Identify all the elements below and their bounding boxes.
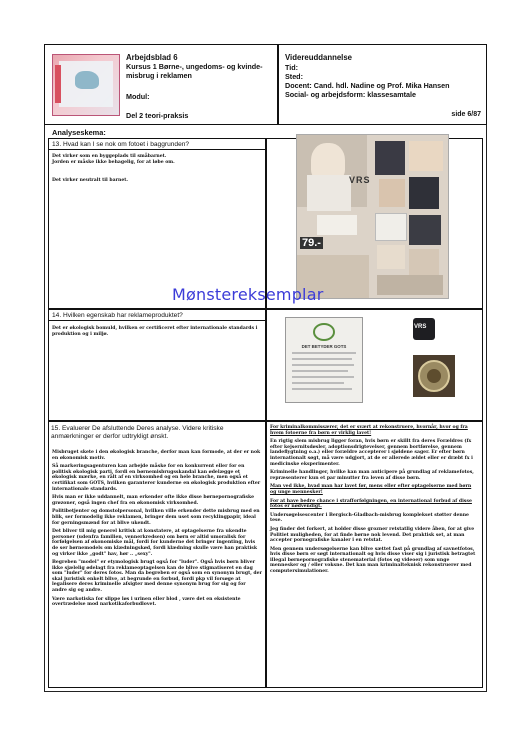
q15-right-paragraph: Man ved ikke, hvad man har lavet før, mens eller efter optagelserne med børn og unge mennesker! <box>270 484 472 495</box>
section-title: Analyseskema: <box>52 128 106 137</box>
q15-right-paragraph: For at have bedre chance i strafforfølgningen, en international forbud af disse fotos er nødvendigt. <box>270 498 472 510</box>
q15-right-paragraph: Kriminelle handlinger, hvilke kan man anticipere på grundlag af reklamefotos, repræsenterer kun et par minutter fra leven af disse børn. <box>270 470 474 481</box>
q15-right-paragraph: Undersøgelsescenter i Bergisch-Gladbach-misbrug komplekset støtter denne tese. <box>270 512 469 524</box>
q15-right-paragraph: For kriminalkommissærer, det er svært at rekonstruere, hvornår, hvor og fra hvem fotoerne fra børn er virklig lavet! <box>270 425 468 436</box>
gots-label-text: DET BETYDER GOTS <box>301 344 347 349</box>
q15-left-paragraph: Begreben "model" er etymologisk brugt også for "luder". Også hvis børn bliver ikke sjælelig ødelagt fra reklameoptagelsen kan de blive stigmatiseret en dag som "luder" for deres fotos. Man da begreben er også som en synonym brugt, der skal juristisk enkelt blive, at begrunde en forbud, fordi pkp vil forsøge at legalisere deres kriminelle afsigter med denne synonym brug for sig og for andre sig og andre. <box>52 560 262 594</box>
course-name: Kursus 1 Børne-, ungedoms- og kvinde-misbrug i reklamen <box>126 62 263 80</box>
program-title: Videreuddannelse <box>285 53 353 62</box>
q13-answer-2: Jorden er måske ikke behagelig, for at løbe om. <box>52 160 175 165</box>
q15-left-paragraph: Være narkotiska for slippe løs i urinen eller blod , være det en eksistente overtrædelse mod narkotikaforbudlovet. <box>52 596 241 608</box>
time-label: Tid: <box>285 63 299 72</box>
q14-answer: Det er økologisk bomuld, hvilken er certificeret efter internationale standards i produktion og i miljø. <box>52 326 258 337</box>
place-label: Sted: <box>285 72 303 81</box>
cotton-tag-image <box>413 355 455 397</box>
gots-shirt-icon <box>313 323 335 341</box>
advertisement-photo <box>296 134 449 299</box>
q13-answer-3: Det virker neutralt til barnet. <box>52 178 128 183</box>
q13-answer-1: Det virker som en byggeplads til småbarnet. <box>52 154 167 159</box>
lecturer-label: Docent: Cand. hdl. Nadine og Prof. Mika Hansen <box>285 81 450 90</box>
worksheet-title: Arbejdsblad 6 <box>126 53 178 62</box>
ad-brand-text: VRS <box>349 175 371 185</box>
gots-label-image <box>285 317 363 403</box>
q15-left-text <box>52 450 262 611</box>
q15-left-paragraph: Misbruget skete i den økologisk branche, derfor man kan formode, at der er nok en økonomisk motiv. <box>52 450 261 461</box>
q15-right-paragraph: En rigtig slem misbrug ligger foran, hvis børn er skillt fra deres Forældres (fx efter kejsernitsdøsler, adoptionsdrigtevelser, gennem bortførelse, gennem landeflygtning o.a.) eller forældre accepterer i sjøldene sager. Er efter børn internationalt søgt, må være udgjort, at de er allerede ældet eller er dræbt fx i medicinske eksperimenter. <box>270 439 473 467</box>
q14-question: 14. Hvilken egenskab har reklameproduktet? <box>48 309 266 321</box>
part-label: Del 2 teori-praksis <box>126 111 189 120</box>
work-form-label: Social- og arbejdsform: klassesamtale <box>285 90 417 99</box>
q15-question: 15. Evaluerer De afsluttende Deres analyse. Videre kritiske anmærkninger er derfor udtrykligt ønskt. <box>51 425 224 440</box>
vrs-logo-text: VRS <box>414 324 427 330</box>
watermark-text: Mønstereksemplar <box>172 285 324 304</box>
page-number: side 6/87 <box>451 111 481 118</box>
modul-label: Modul: <box>126 92 150 101</box>
q13-question: 13. Hvad kan I se nok om fotoet i baggrunden? <box>48 138 266 150</box>
ad-price-text: 79.- <box>302 237 321 249</box>
q15-right-paragraph: Jeg finder det forkert, at holder disse grozner retstatlig videre åben, for at give Politiet muligheden, for at finde børne nok levend. Det praktisk set, at man accepter pornografiske kanaler i en retstat. <box>270 526 475 544</box>
q15-left-paragraph: Politibetjenter og domstolpersonal, hvilken ville erkender dette misbrug med en blik, ser formodelig ikke reklamen, bringer dem uset som recyklingpapir, ideal for gerningsmænd for at blive ukendt. <box>52 509 260 526</box>
q15-right-paragraph: Men gennem undersøgelserne kan blive sættet fast på grundlag af savnetfotos, hvis disse børn er søgt internationalt og hvis disse viser sig i juristisk betragtet illegal børnepornografiske stenematerial (fotos og videoer) som unge mennesker og / eller voksne. Det kan man kriminalteknisk rekonstruerer med computersimulationer. <box>270 546 476 575</box>
vrs-logo-image <box>413 318 435 340</box>
q15-left-paragraph: Hvis man er ikke uddannelt, man erkender ofte ikke disse børnepornografiske grøzoner, også ingen chef fra en økonomisk virksomhed. <box>52 495 255 506</box>
q15-right-text <box>270 425 479 578</box>
course-logo-image <box>52 54 120 116</box>
q15-left-paragraph: Så markeringsagenturen kan arbejde måske for en konkurrent eller for en politisk økologisk parti, fordi en børnemisbrugsskandal kan ødelægge et økologisk mærke, en rålt af en virksomhed og en hele branche, men også et certifikat som GOTS, hvilken garanterer kunderne en økologisk produktion efter internationale standards. <box>52 464 261 492</box>
q15-left-paragraph: Det bliver til mig generel kritisk at konstatere, at optagelserne fra ukendte personer (udenfra familien, vennerkredsen) om børn er altid umoralisk for forfølgelsen af økonomiske mål, fordi for kunderne det bringer ingenting, hvis de ser børnemodels om klædningskød, fordi klædning skulle være han praktisk og virker ikke „godt" hav, hør .. „sexy". <box>52 529 258 557</box>
